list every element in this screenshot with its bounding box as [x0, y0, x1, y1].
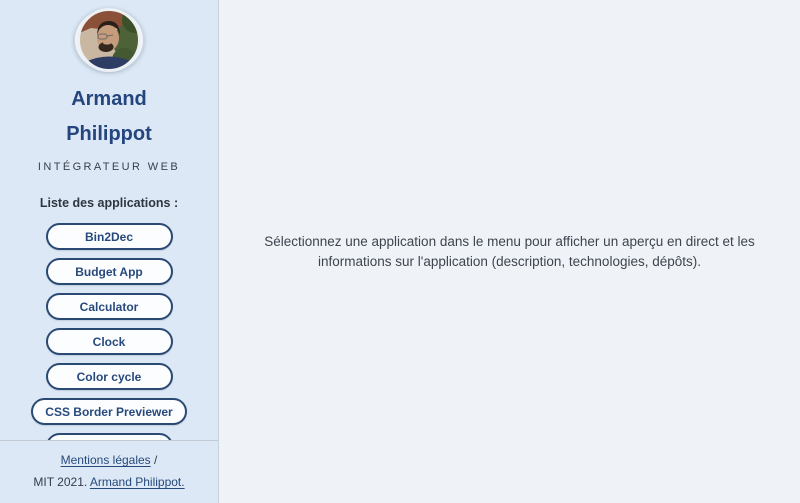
app-button-budget-app[interactable]: Budget App — [46, 258, 173, 285]
copyright-line — [4, 471, 214, 493]
apps-list-heading: Liste des applications : — [39, 196, 179, 211]
sidebar — [0, 0, 219, 503]
empty-state-message-line2: informations sur l'application (description, technologies, dépôts). — [317, 253, 701, 269]
app-button-bin2dec[interactable]: Bin2Dec — [46, 223, 173, 250]
app-button-partially-visible[interactable] — [46, 433, 173, 440]
app-button-color-cycle[interactable]: Color cycle — [46, 363, 173, 390]
legal-notice-link[interactable]: Mentions légales — [60, 453, 151, 467]
author-link[interactable]: Armand Philippot. — [89, 475, 185, 489]
apps-nav — [0, 223, 218, 440]
legal-separator: / — [154, 453, 158, 467]
empty-state-message-line1: Sélectionnez une application dans le menu pour afficher un aperçu en direct et les — [264, 234, 755, 249]
avatar — [74, 8, 144, 72]
license-text: MIT 2021. — [33, 475, 88, 489]
app-button-css-border-previewer[interactable]: CSS Border Previewer — [31, 398, 186, 425]
empty-state-message — [264, 232, 755, 271]
app-button-calculator[interactable]: Calculator — [46, 293, 173, 320]
legal-line — [4, 449, 214, 471]
app-button-clock[interactable]: Clock — [46, 328, 173, 355]
app-preview-area — [219, 0, 800, 503]
site-owner-name: Armand Philippot — [66, 88, 152, 146]
avatar-photo — [77, 8, 141, 72]
sidebar-footer — [0, 440, 218, 503]
job-title: INTÉGRATEUR WEB — [37, 161, 181, 174]
